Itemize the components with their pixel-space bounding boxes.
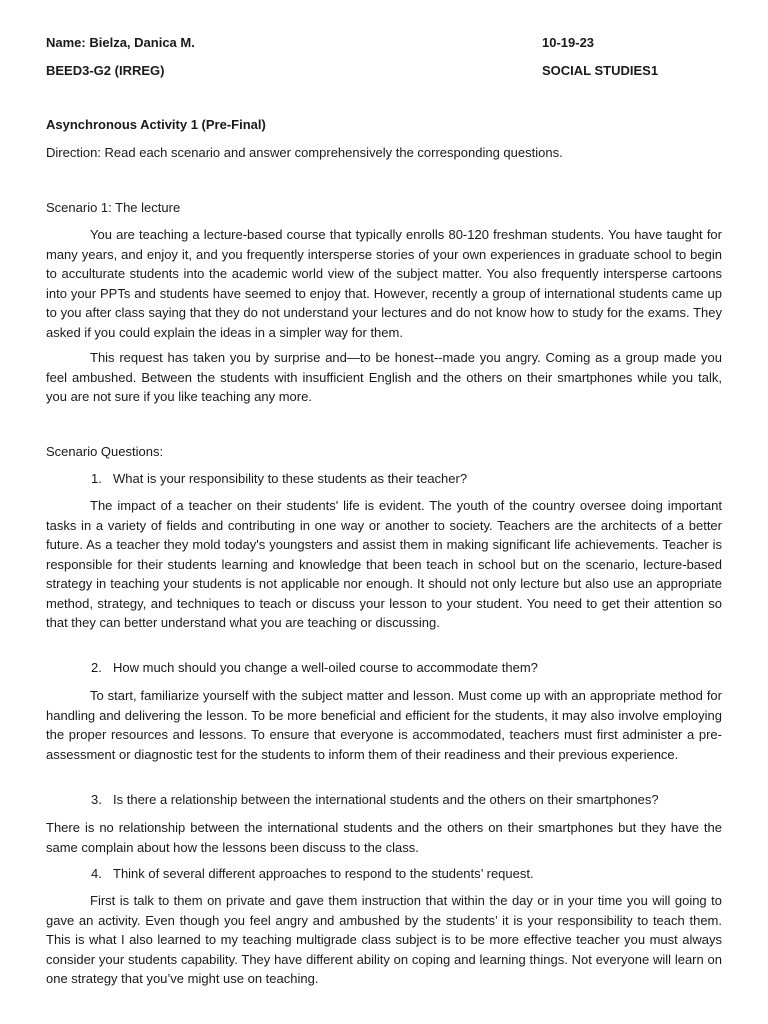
date: 10-19-23 (542, 35, 595, 50)
question-text: Think of several different approaches to respond to the students’ request. (113, 866, 534, 881)
question-number: 2. (91, 660, 102, 675)
scenario-paragraph-2: This request has taken you by surprise and—to be honest--made you angry. Coming as a group made you feel ambushed. Between the students with insufficient English and the others on their smartphones while you talk, you are not sure if you like teaching any more. (46, 350, 722, 404)
question-2 (91, 660, 731, 675)
student-name: Name: Bielza, Danica M. (46, 35, 195, 50)
question-4 (91, 866, 731, 881)
answer-3: There is no relationship between the international students and the others on their smartphones but they have the same complain about how the lessons been discuss to the class. (46, 820, 722, 855)
question-number: 1. (91, 471, 102, 486)
question-1 (91, 471, 731, 486)
question-text: How much should you change a well-oiled course to accommodate them? (113, 660, 538, 675)
question-text: What is your responsibility to these students as their teacher? (113, 471, 468, 486)
activity-title: Asynchronous Activity 1 (Pre-Final) (46, 117, 266, 132)
answer-2: To start, familiarize yourself with the subject matter and lesson. Must come up with an appropriate method for handling and delivering the lesson. To be more beneficial and efficient for the students, it may also involve employing the proper resources and lessons. To ensure that everyone is accommodated, teachers must first administer a pre-assessment or diagnostic test for the students to inform them of their readiness and their previous experience. (46, 688, 722, 762)
scenario-title: Scenario 1: The lecture (46, 200, 181, 215)
header-row-2 (46, 63, 722, 79)
header-row-1 (46, 35, 722, 51)
question-text: Is there a relationship between the international students and the others on their smartphones? (113, 792, 659, 807)
subject: SOCIAL STUDIES1 (542, 63, 659, 78)
section: BEED3-G2 (IRREG) (46, 63, 165, 78)
question-3 (91, 792, 731, 807)
direction-text: Direction: Read each scenario and answer comprehensively the corresponding questions. (46, 145, 563, 160)
answer-4: First is talk to them on private and gave them instruction that within the day or in your time you will going to gave an activity. Even though you feel angry and ambushed by the students’ it is your responsibility to teach them. This is what I also learned to my teaching multigrade class subject is to be more effective teacher you must always consider your students capability. They have different ability on coping and learning things. Not everyone will learn on one strategy that you’ve might use on teaching. (46, 893, 722, 986)
document-page (46, 0, 722, 1024)
answer-1: The impact of a teacher on their students' life is evident. The youth of the country oversee doing important tasks in a variety of fields and contributing in one way or another to society. Teachers are the architects of a better future. As a teacher they mold today's youngsters and assist them in making significant life achievements. Teacher is responsible for their students learning and knowledge that been teach in school but on the scenario, lecture-based strategy in teaching your students is not applicable nor enough. It should not only lecture but also use an appropriate method, strategy, and techniques to teach or discuss your lesson to your student. You need to get their attention so that they can better understand what you are teaching or discussing. (46, 498, 722, 630)
question-number: 4. (91, 866, 102, 881)
questions-heading: Scenario Questions: (46, 444, 164, 459)
scenario-paragraph-1: You are teaching a lecture-based course that typically enrolls 80-120 freshman students. You have taught for many years, and enjoy it, and you frequently intersperse stories of your own experiences in graduate school to begin to acculturate students into the academic world view of the subject matter. You also frequently intersperse cartoons into your PPTs and students have seemed to enjoy that. However, recently a group of international students came up to you after class saying that they do not understand your lectures and do not know how to study for the exams. They asked if you could explain the ideas in a simpler way for them. (46, 227, 722, 340)
question-number: 3. (91, 792, 102, 807)
